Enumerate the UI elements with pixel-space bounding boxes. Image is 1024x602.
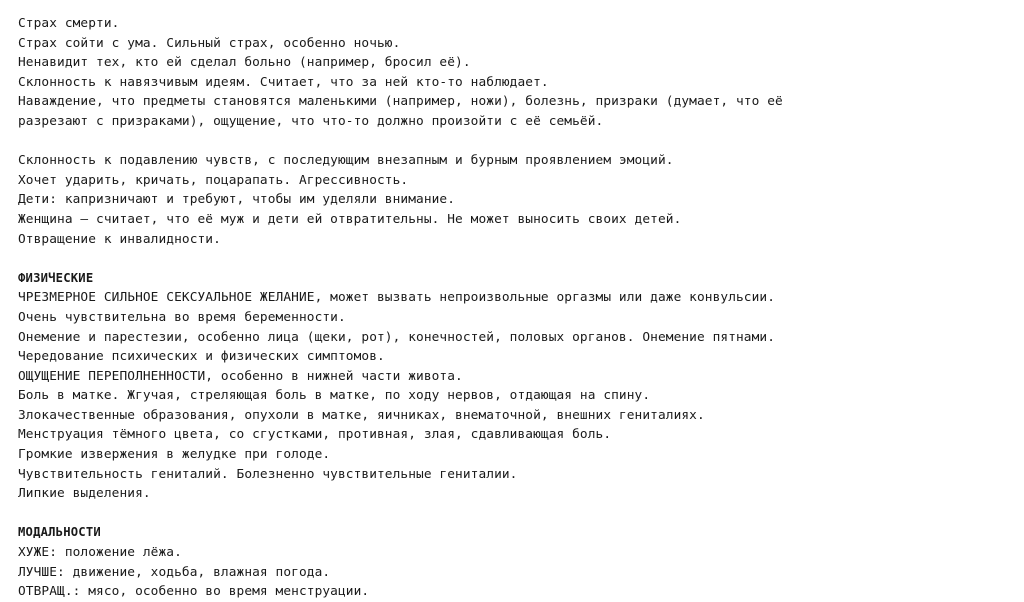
text-line: Онемение и парестезии, особенно лица (щеки, рот), конечностей, половых органов. Онемение пятнами. (18, 329, 776, 345)
text-line: Страх сойти с ума. Сильный страх, особенно ночью. (18, 35, 401, 51)
paragraph-spacer (18, 504, 1006, 524)
text-block-mental-suppression (18, 151, 1006, 249)
section-heading-modalities (18, 523, 1006, 543)
text-line: Громкие извержения в желудке при голоде. (18, 447, 331, 463)
text-line: Ненавидит тех, кто ей сделал больно (например, бросил её). (18, 55, 471, 71)
text-line: Склонность к навязчивым идеям. Считает, что за ней кто-то наблюдает. (18, 74, 549, 90)
text-line: Очень чувствительна во время беременности. (18, 309, 346, 325)
paragraph-spacer (18, 132, 1006, 152)
text-line: ЛУЧШЕ: движение, ходьба, влажная погода. (18, 564, 331, 580)
text-line: Дети: капризничают и требуют, чтобы им уделяли внимание. (18, 192, 456, 208)
text-line: ОТВРАЩ.: мясо, особенно во время менструации. (18, 584, 370, 600)
text-block-mental-fears (18, 14, 1006, 132)
text-line: ХУЖЕ: положение лёжа. (18, 545, 182, 561)
text-block-modalities (18, 543, 1006, 602)
text-line: разрезают с призраками), ощущение, что что-то должно произойти с её семьёй. (18, 113, 604, 129)
section-heading-physical (18, 269, 1006, 289)
text-line: Женщина – считает, что её муж и дети ей отвратительны. Не может выносить своих детей. (18, 211, 682, 227)
text-line: Злокачественные образования, опухоли в матке, яичниках, внематочной, внешних гениталиях. (18, 407, 705, 423)
text-line: Чувствительность гениталий. Болезненно чувствительные гениталии. (18, 466, 518, 482)
text-line: Отвращение к инвалидности. (18, 231, 221, 247)
text-block-physical (18, 288, 1006, 504)
paragraph-spacer (18, 249, 1006, 269)
text-line: ОЩУЩЕНИЕ ПЕРЕПОЛНЕННОСТИ, особенно в нижней части живота. (18, 368, 463, 384)
section-heading-text: МОДАЛЬНОСТИ (18, 525, 101, 540)
text-line: Чередование психических и физических симптомов. (18, 349, 385, 365)
text-line: Боль в матке. Жгучая, стреляющая боль в матке, по ходу нервов, отдающая на спину. (18, 388, 651, 404)
text-line: Хочет ударить, кричать, поцарапать. Агрессивность. (18, 172, 409, 188)
text-line: Склонность к подавлению чувств, с последующим внезапным и бурным проявлением эмоций. (18, 153, 674, 169)
section-heading-text: ФИЗИЧЕСКИЕ (18, 270, 94, 285)
text-line: Липкие выделения. (18, 486, 151, 502)
text-line: Наваждение, что предметы становятся маленькими (например, ножи), болезнь, призраки (думает, что её (18, 94, 783, 110)
text-line: Менструация тёмного цвета, со сгустками, противная, злая, сдавливающая боль. (18, 427, 612, 443)
text-line: Страх смерти. (18, 16, 120, 31)
text-line: ЧРЕЗМЕРНОЕ СИЛЬНОЕ СЕКСУАЛЬНОЕ ЖЕЛАНИЕ, может вызвать непроизвольные оргазмы или даже конвульсии. (18, 290, 776, 306)
